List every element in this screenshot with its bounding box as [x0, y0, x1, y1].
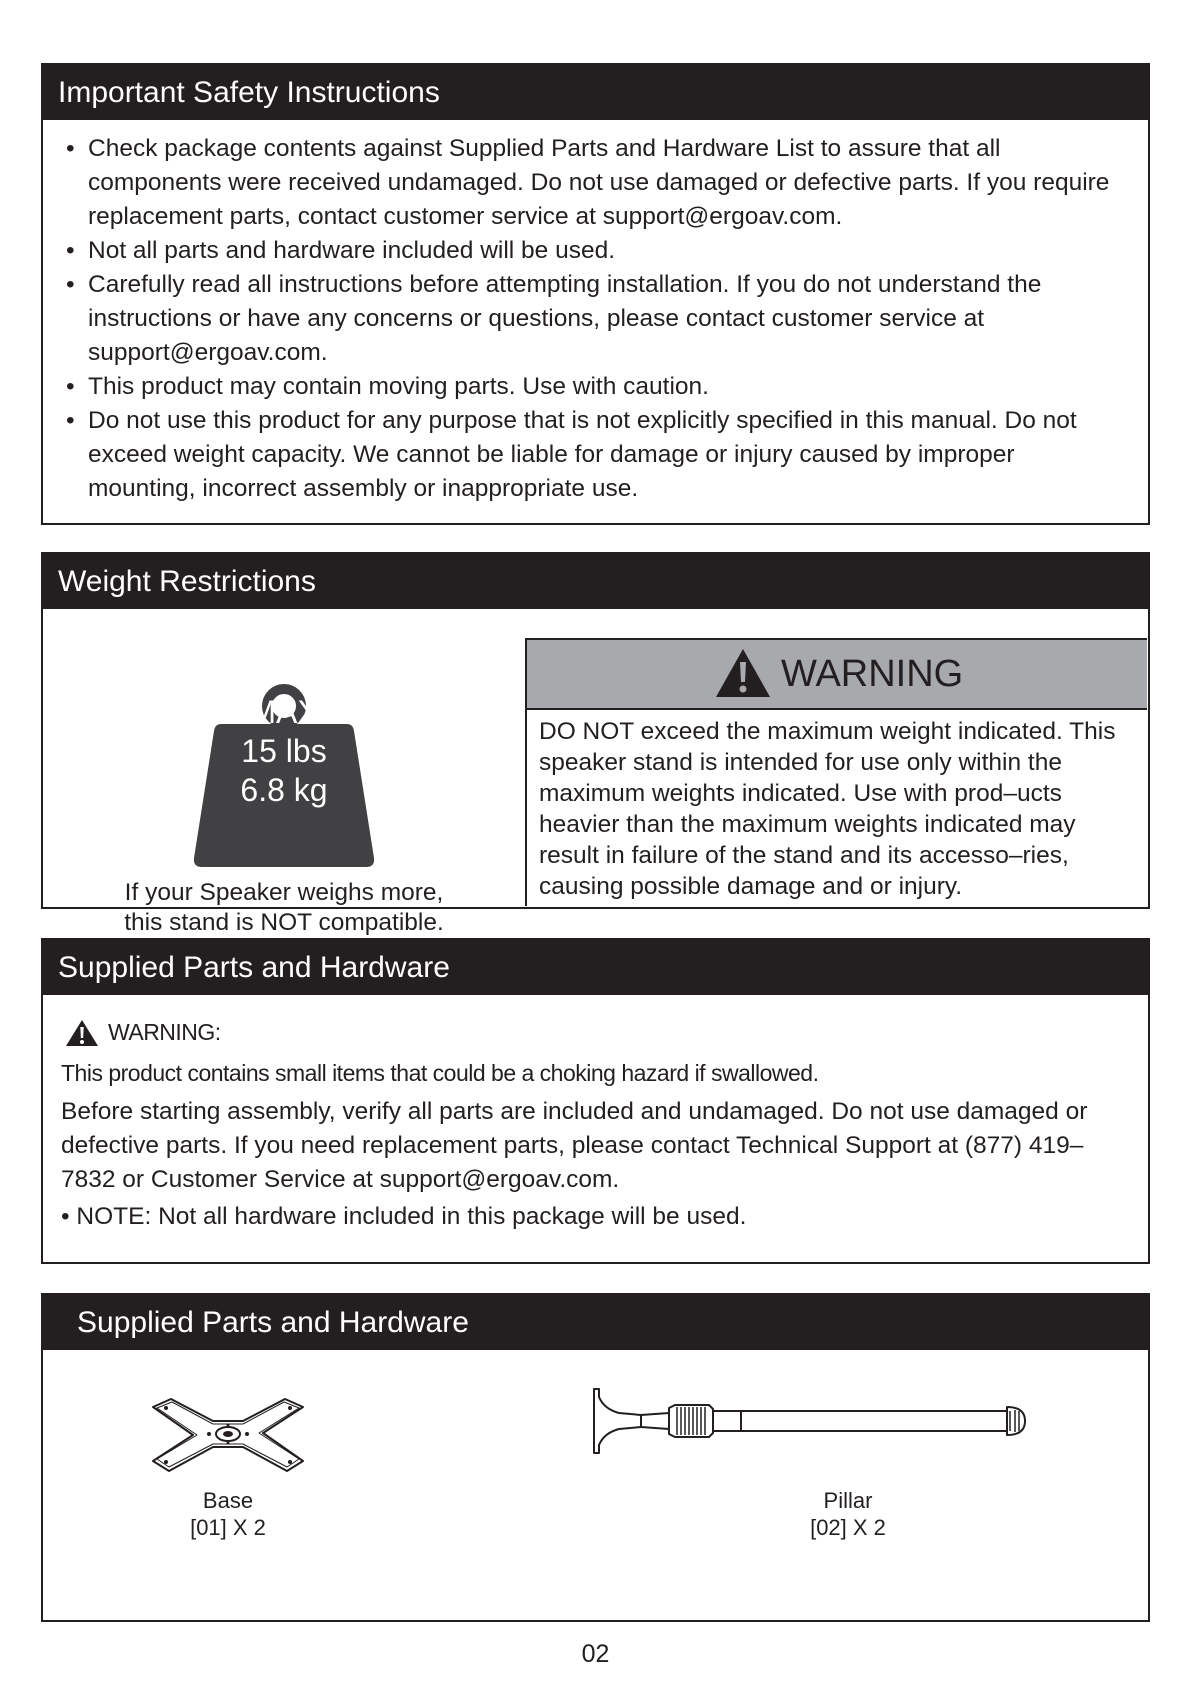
- hardware-notice-title: Supplied Parts and Hardware: [43, 940, 1148, 995]
- weight-limit-panel: [43, 609, 525, 936]
- page-number: 02: [581, 1640, 610, 1668]
- choking-warning-label: WARNING:: [108, 1019, 221, 1045]
- part-name: Pillar: [823, 1488, 873, 1513]
- part-item-base: [143, 1487, 313, 1541]
- safety-item: • Do not use this product for any purpose that is not explicitly specified in this manual. Do not exceed weight capacity. We cannot be liable for damage or injury caused by improper mounting, incorrect assembly or inappropriate use.: [43, 404, 1128, 506]
- weight-warning-header: [527, 640, 1147, 710]
- safety-item: • Check package contents against Supplied Parts and Hardware List to assure that all components were received undamaged. Do not use damaged or defective parts. If you require replacement parts, contact customer service at support@ergoav.com.: [43, 132, 1128, 234]
- safety-item: • Carefully read all instructions before attempting installation. If you do not understand the instructions or have any concerns or questions, please contact customer service at support@ergoav.com.: [43, 268, 1128, 370]
- safety-instructions-section: [41, 63, 1150, 525]
- weight-warning-box: [525, 638, 1147, 906]
- part-item-pillar: [748, 1487, 948, 1541]
- compatibility-line: If your Speaker weighs more,: [124, 879, 444, 906]
- weight-warning-text: DO NOT exceed the maximum weight indicated. This speaker stand is intended for use only within the maximum weights indicated. Use with prod–ucts heavier than the maximum weights indicated may result in failure of the stand and its accesso–ries, causing possible damage and or injury.: [539, 718, 1116, 900]
- safety-item: • This product may contain moving parts. Use with caution.: [43, 370, 1128, 404]
- safety-instructions-title: Important Safety Instructions: [43, 65, 1148, 120]
- pillar-illustration: [591, 1383, 1051, 1473]
- part-quantity: [02] X 2: [810, 1515, 886, 1540]
- weight-restrictions-section: [41, 552, 1150, 936]
- weight-lbs: 15 lbs: [241, 733, 327, 769]
- weight-kg: 6.8 kg: [240, 772, 328, 808]
- parts-section: [41, 1293, 1150, 1622]
- note-label: NOTE: [76, 1203, 145, 1230]
- parts-title: Supplied Parts and Hardware: [43, 1295, 1148, 1350]
- safety-item: • Not all parts and hardware included will be used.: [43, 234, 1128, 268]
- weight-warning-title: WARNING: [781, 653, 964, 695]
- choking-warning-text: This product contains small items that could be a choking hazard if swallowed.: [61, 1060, 819, 1086]
- safety-list: [43, 120, 1148, 506]
- compatibility-note: [43, 878, 525, 938]
- part-quantity: [01] X 2: [190, 1515, 266, 1540]
- warning-icon: [715, 648, 771, 698]
- assembly-instructions: Before starting assembly, verify all parts are included and undamaged. Do not use damaged or defective parts. If you need replacement parts, please contact Technical Support at (877) 419–7832 or Customer Service at support@ergoav.com.: [61, 1098, 1088, 1193]
- base-illustration: [143, 1395, 313, 1475]
- part-name: Base: [202, 1488, 254, 1513]
- warning-icon: [65, 1019, 99, 1047]
- weight-restrictions-title: Weight Restrictions: [43, 554, 1148, 609]
- hardware-notice-section: [41, 938, 1150, 1264]
- note-text: : Not all hardware included in this package will be used.: [144, 1203, 747, 1230]
- hardware-note: • NOTE: Not all hardware included in this package will be used.: [61, 1203, 747, 1230]
- weight-max-label: MAX: [249, 694, 319, 730]
- compatibility-line: this stand is NOT compatible.: [124, 909, 444, 936]
